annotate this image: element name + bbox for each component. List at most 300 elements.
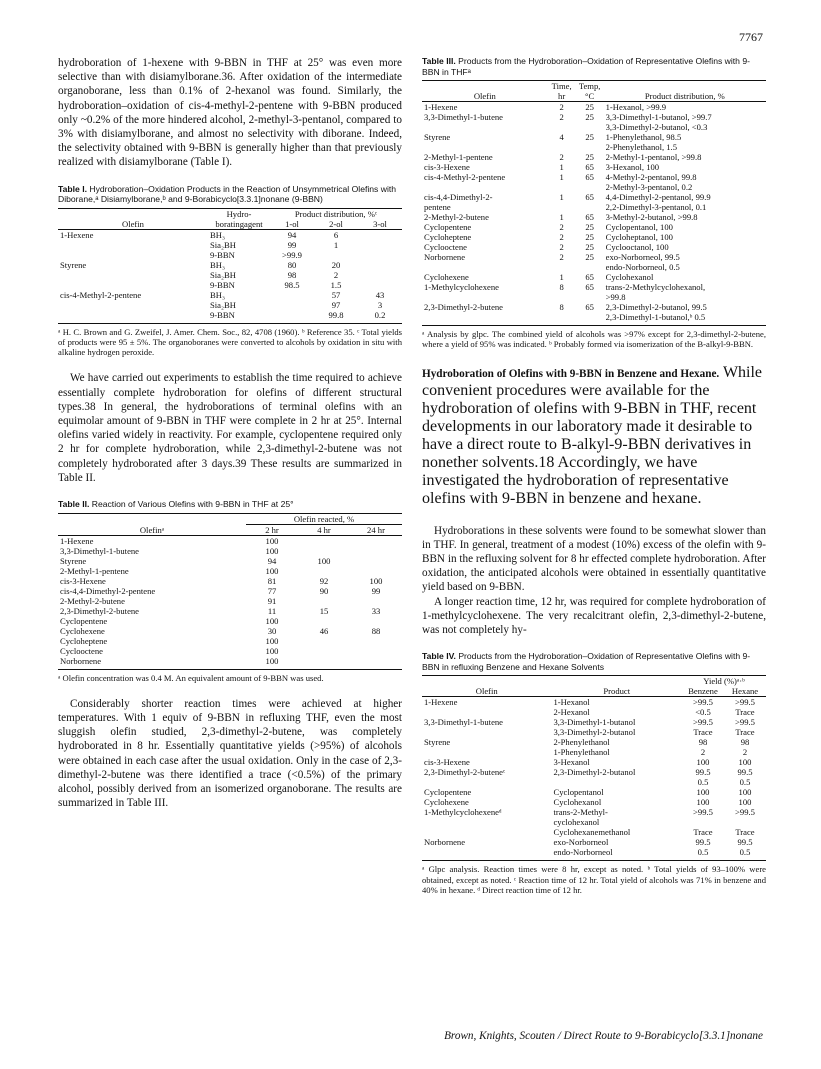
table-cell: <0.5 — [695, 707, 711, 718]
table-cell: Trace — [735, 727, 755, 738]
table-row — [58, 290, 402, 300]
table-cell: 100 — [265, 565, 279, 576]
table-cell — [551, 777, 682, 787]
table-cell: 1 — [559, 162, 564, 173]
running-footer: Brown, Knights, Scouten / Direct Route to 9-Borabicyclo[3.3.1]nonane — [444, 1030, 763, 1042]
table-cell: trans-2-Methylcyclohexanol, — [605, 282, 706, 293]
table-cell: 2-Phenylethanol, 1.5 — [605, 142, 677, 153]
table-cell — [298, 566, 350, 576]
table-cell: 99.5 — [737, 767, 753, 778]
table-row — [422, 312, 766, 326]
table-cell — [350, 656, 402, 670]
table-cell: endo-Norborneol, 0.5 — [605, 262, 680, 273]
table-cell: cis-4,4-Dimethyl-2- — [424, 192, 493, 203]
table-cell: 57 — [331, 289, 341, 300]
table-4-caption: Table IV. Products from the Hydroboration–Oxidation of Representative Olefins with 9-BBN in refluxing Benzene and Hexane Solvents — [422, 651, 751, 672]
table-cell: 90 — [319, 585, 329, 596]
table-cell: 65 — [585, 272, 594, 283]
table-cell: >99.5 — [735, 807, 755, 818]
table-row — [58, 535, 402, 546]
table-cell — [682, 817, 724, 827]
table-row — [422, 222, 766, 232]
table-cell: 3,3-Dimethyl-1-butanol, >99.7 — [605, 112, 712, 123]
table-row — [422, 202, 766, 212]
table-cell: 94 — [287, 229, 297, 240]
t1-head-olefin: Olefin — [122, 218, 144, 229]
table-cell — [422, 312, 548, 326]
table-cell: 0.5 — [697, 777, 709, 788]
table-3-caption: Table III. Products from the Hydroboration–Oxidation of Representative Olefins with 9-BBN in THFᵃ — [422, 56, 750, 77]
table-row — [58, 310, 402, 324]
table-cell: 25 — [585, 242, 594, 253]
table-cell: Styrene — [60, 555, 87, 566]
table-cell: Trace — [735, 707, 755, 718]
table-cell: exo-Norborneol — [553, 837, 609, 848]
table-cell: 25 — [585, 252, 594, 263]
table-4-footnote: ᵃ Glpc analysis. Reaction times were 8 hr, except as noted. ᵇ Total yields of 93–100% were obtained, except as noted. ᶜ Reaction time of 12 hr. Total yield of alcohols was 71% in benzene and 40% in hexane. ᵈ Direct reaction time of 12 hr. — [422, 864, 766, 895]
table-cell: 30 — [267, 625, 277, 636]
table-2-caption: Table II. Reaction of Various Olefins with 9-BBN in THF at 25° — [58, 499, 294, 510]
table-cell: 3,3-Dimethyl-1-butanol — [553, 717, 636, 728]
table-1-footnote: ᵃ H. C. Brown and G. Zweifel, J. Amer. Chem. Soc., 82, 4708 (1960). ᵇ Reference 35. ᶜ Total yields of products were 95 ± 5%. The organoboranes were converted to alcohols by oxidation in situ with alkaline hydrogen peroxide. — [58, 326, 402, 358]
table-cell — [350, 546, 402, 556]
table-cell: 2-Methyl-3-pentanol, 0.2 — [605, 182, 693, 193]
table-cell — [548, 122, 576, 132]
table-cell: 25 — [585, 222, 594, 233]
table-cell: 4-Methyl-2-pentanol, 99.8 — [605, 172, 697, 183]
table-row — [422, 162, 766, 172]
t3-head-time: Time, hr — [551, 81, 572, 102]
table-row — [422, 242, 766, 252]
table-cell: 4,4-Dimethyl-2-pentanol, 99.9 — [605, 192, 711, 203]
table-cell: 65 — [585, 212, 594, 223]
table-cell: 80 — [287, 259, 297, 270]
table-cell: 2 — [700, 747, 706, 758]
table-cell — [58, 280, 208, 290]
table-cell — [270, 310, 314, 324]
table-cell — [58, 240, 208, 250]
table-row — [422, 747, 766, 757]
table-cell: 65 — [585, 302, 594, 313]
table-cell: 2-Hexanol — [553, 707, 590, 718]
table-cell: 2-Methyl-1-pentanol, >99.8 — [605, 152, 702, 163]
table-cell — [422, 847, 551, 861]
table-cell: 99.5 — [737, 837, 753, 848]
table-row — [422, 717, 766, 727]
table-cell: Cyclohexanemethanol — [553, 827, 631, 838]
right-paragraph-2: Hydroborations in these solvents were found to be somewhat slower than in THF. In general, treatment of a modest (10%) excess of the olefin with 9-BBN in the refluxing solvent for 8 hr effected complete hydroboration. After oxidation, the anticipated alcohols were obtained in essentially quantitative yield based on 9-BBN. — [422, 524, 766, 594]
table-cell — [298, 636, 350, 646]
t4-head-benzene: Benzene — [688, 686, 718, 697]
table-4 — [422, 651, 766, 895]
table-cell: 98 — [740, 737, 750, 748]
table-cell: 6 — [333, 229, 339, 240]
table-row — [58, 656, 402, 670]
table-cell — [350, 636, 402, 646]
t3-head-temp: Temp, °C — [578, 81, 601, 102]
table-cell: 100 — [265, 635, 279, 646]
table-cell: 2-Phenylethanol — [553, 737, 610, 748]
table-cell: 1-Hexene — [424, 102, 458, 113]
table-cell — [298, 546, 350, 556]
table-cell: Norbornene — [60, 655, 102, 666]
table-cell: 2,3-Dimethyl-1-butanol,ᵇ 0.5 — [605, 312, 706, 323]
right-column: Table III. Products from the Hydroboration–Oxidation of Representative Olefins with 9-BBN in THFᵃ Olefin Time, hr Temp, °C Product distribution, % 1-Hexene 2 25 1-Hexanol, >99.9 3,3-Dimethyl-1-butene 2 25 3,3-Dimethyl-1-butanol, >99.7 3,3-Dimethyl-2-butanol, <0.3 Styrene 4 25 1-Phenylethanol, 98.5 2-Phenylethanol, 1.5 2-Methyl-1-pentene 2 25 2-Methyl-1-pentanol, >99.8 cis-3-Hexene 1 65 3-Hexanol, 100 cis-4-Methyl-2-pentene 1 65 4-Methyl-2-pentanol, 99.8 2-Methyl-3-pentanol, 0.2 cis-4,4-Dimethyl-2- 1 65 4,4-Dimethyl-2-pentanol, 99.9 pentene 2,2-Dimethyl-3-pentanol, 0.1 2-Methyl-2-butene 1 65 3-Methyl-2-butanol, >99.8 Cyclopentene 2 25 Cyclopentanol, 100 Cycloheptene 2 25 Cycloheptanol, 100 Cyclooctene 2 25 Cyclooctanol, 100 Norbornene 2 25 exo-Norborneol, 99.5 endo-Norborneol, 0.5 Cyclohexene 1 65 Cyclohexanol 1-Methylcyclohexene 8 65 trans-2-Methylcyclohexanol, >99.8 2,3-Dimethyl-2-butene 8 65 2,3-Dimethyl-2-butanol, 99.5 2,3-Dimethyl-1-butanol,ᵇ 0.5 ᵃ Analysis by glpc. The combined yield of alcohols was >97% except for 2,3-dimethyl-2-butene, where a yield of 95% was indicated. ᵇ Probably formed via isomerization of the B-alkyl-9-BBN. Hydroboration of Olefins with 9-BBN in Benzene and Hexane. While convenient procedures were available for the hydroboration of olefins with 9-BBN in THF, recent developments in our laboratory made it desirable to have a direct route to B-alkyl-9-BBN derivatives in nonether solvents.18 Accordingly, we have investigated the hydroboration of representative olefins with 9-BBN in benzene and hexane. Hydroborations in these solvents were found to be somewhat slower than in THF. In general, treatment of a modest (10%) excess of the olefin with 9-BBN in the refluxing solvent for 8 hr effected complete hydroboration. After oxidation, the anticipated alcohols were obtained in essentially quantitative yield based on 9-BBN. A longer reaction time, 12 hr, was required for complete hydroboration of 1-methylcyclohexene. The very recalcitrant olefin, 2,3-dimethyl-2-butene, was not completely hy- Table IV. Products from the Hydroboration–Oxidation of Representative Olefins with 9-BBN in refluxing Benzene and Hexane Solvents Olefin Product Yield (%)ᵃ·ᵇ Benzene Hexane 1-Hexene 1-Hexanol >99.5 >99.5 2-Hexanol <0.5 Trace 3,3-Dimethyl-1-butene 3,3-Dimethyl-1-butanol >99.5 >99.5 3,3-Dimethyl-2-butanol Trace Trace Styrene 2-Phenylethanol 98 98 1-Phenylethanol 2 2 cis-3-Hexene 3-Hexanol 100 100 2,3-Dimethyl-2-buteneᶜ 2,3-Dimethyl-2-butanol 99.5 99.5 0.5 0.5 Cyclopentene Cyclopentanol 100 100 Cyclohexene Cyclohexanol 100 100 1-Methylcyclohexeneᵈ trans-2-Methyl- >99.5 >99.5 cyclohexanol Cyclohexanemethanol Trace Trace Norbornene exo-Norborneol 99.5 99.5 endo-Norborneol 0.5 0.5 ᵃ Glpc analysis. Reaction times were 8 hr, except as noted. ᵇ Total yields of 93–100% were obtained, except as noted. ᶜ Reaction time of 12 hr. Total yield of alcohols was 71% in benzene and 40% in hexane. ᵈ Direct reaction time of 12 hr. — [422, 56, 766, 895]
table-cell: 1-Hexene — [424, 697, 458, 708]
table-row — [58, 646, 402, 656]
table-cell: 9-BBN — [210, 279, 235, 290]
t4-head-olefin: Olefin — [475, 686, 498, 697]
table-cell — [58, 310, 208, 324]
table-cell: 1-Phenylethanol — [553, 747, 610, 758]
table-cell: 2,3-Dimethyl-2-butene — [424, 302, 503, 313]
table-cell — [422, 777, 551, 787]
table-cell: Cyclooctene — [424, 242, 467, 253]
table-cell: >99.5 — [693, 717, 713, 728]
table-cell: 3 — [377, 299, 383, 310]
table-cell — [548, 182, 576, 192]
table-cell: 2 — [559, 102, 564, 113]
table-cell: cis-3-Hexene — [424, 162, 470, 173]
table-cell: BH₃ — [210, 229, 225, 240]
table-cell — [422, 292, 548, 302]
table-cell: 1-Hexene — [60, 229, 94, 240]
table-cell — [576, 292, 604, 302]
table-cell: 25 — [585, 152, 594, 163]
table-row — [422, 112, 766, 122]
table-cell: 25 — [585, 112, 594, 123]
table-row — [422, 757, 766, 767]
t4-head-hexane: Hexane — [731, 686, 759, 697]
table-row — [422, 787, 766, 797]
t2-head-2hr: 2 hr — [265, 524, 279, 535]
table-cell: 99.5 — [695, 767, 711, 778]
table-cell — [422, 122, 548, 132]
table-cell — [548, 262, 576, 272]
table-cell: 94 — [267, 555, 277, 566]
table-cell — [350, 616, 402, 626]
table-cell — [350, 596, 402, 606]
table-row — [422, 232, 766, 242]
right-paragraph-3: A longer reaction time, 12 hr, was required for complete hydroboration of 1-methylcyclohexene. The very recalcitrant olefin, 2,3-dimethyl-2-butene, was not completely hy- — [422, 595, 766, 637]
table-cell: 0.5 — [697, 847, 709, 858]
table-row — [422, 827, 766, 837]
table-row — [422, 737, 766, 747]
table-cell: cis-4-Methyl-2-pentene — [60, 289, 142, 300]
table-cell: Cyclopentene — [60, 615, 108, 626]
table-cell: Cyclohexene — [60, 625, 105, 636]
table-cell — [576, 142, 604, 152]
t4-head-product: Product — [603, 686, 631, 697]
table-cell — [548, 292, 576, 302]
table-row — [422, 192, 766, 202]
table-cell: 65 — [585, 172, 594, 183]
t4-head-yield: Yield (%)ᵃ·ᵇ — [703, 676, 745, 687]
table-cell: 99.5 — [695, 837, 711, 848]
table-cell: Cyclopentanol, 100 — [605, 222, 673, 233]
table-row — [422, 707, 766, 717]
table-cell: 1 — [559, 272, 564, 283]
table-cell: 3,3-Dimethyl-1-butene — [424, 112, 503, 123]
table-cell: Styrene — [60, 259, 87, 270]
table-cell — [314, 250, 358, 260]
t3-head-dist: Product distribution, % — [644, 91, 725, 102]
table-row — [58, 586, 402, 596]
table-cell: BH₃ — [210, 289, 225, 300]
table-cell: 100 — [265, 545, 279, 556]
table-row — [422, 302, 766, 312]
table-cell — [422, 142, 548, 152]
table-cell: 65 — [585, 192, 594, 203]
t1-head-2ol: 2-ol — [329, 218, 343, 229]
table-cell — [350, 556, 402, 566]
table-cell — [724, 817, 766, 827]
table-row — [422, 152, 766, 162]
table-cell: Cycloheptanol, 100 — [605, 232, 673, 243]
table-row — [58, 556, 402, 566]
table-cell: 3,3-Dimethyl-2-butanol, <0.3 — [605, 122, 708, 133]
table-cell: 3,3-Dimethyl-2-butanol — [553, 727, 636, 738]
left-paragraph-3: Considerably shorter reaction times were achieved at higher temperatures. With 1 equiv of 9-BBN in refluxing THF, even the most sluggish olefin studied, 2,3-dimethyl-2-butene, was completely hydroborated in 8 hr. Essentially quantitative yields (>95%) of alcohols were obtained in each case after the usual oxidation. Only in the case of 2,3-dimethyl-2-butene was there identified a trace (<0.5%) of the primary alcohol, possibly derived from an isomerized organoborane. The results are summarized in Table III. — [58, 697, 402, 810]
table-cell: 2 — [559, 242, 564, 253]
table-cell: 8 — [559, 302, 564, 313]
table-3-footnote: ᵃ Analysis by glpc. The combined yield of alcohols was >97% except for 2,3-dimethyl-2-butene, where a yield of 95% was indicated. ᵇ Probably formed via isomerization of the B-alkyl-9-BBN. — [422, 329, 766, 350]
table-cell: trans-2-Methyl- — [553, 807, 608, 818]
table-cell: Norbornene — [424, 252, 466, 263]
table-cell: 100 — [265, 615, 279, 626]
table-cell: 1.5 — [330, 279, 342, 290]
table-cell: >99.5 — [693, 807, 713, 818]
table-cell: 20 — [331, 259, 341, 270]
table-cell: >99.9 — [282, 249, 302, 260]
table-cell — [422, 727, 551, 737]
table-cell: endo-Norborneol — [553, 847, 613, 858]
table-row — [58, 576, 402, 586]
table-row — [58, 606, 402, 616]
table-cell: 100 — [696, 787, 710, 798]
table-cell: pentene — [424, 202, 451, 213]
table-cell: >99.8 — [605, 292, 626, 303]
table-cell: 3,3-Dimethyl-1-butene — [60, 545, 139, 556]
table-cell: exo-Norborneol, 99.5 — [605, 252, 680, 263]
table-cell: 3-Methyl-2-butanol, >99.8 — [605, 212, 698, 223]
table-row — [422, 122, 766, 132]
table-1-caption: Table I. Hydroboration–Oxidation Products in the Reaction of Unsymmetrical Olefins with Diborane,ᵃ Disiamylborane,ᵇ and 9-Borabicyclo[3.3.1]nonane (9-BBN) — [58, 183, 397, 205]
table-cell: 99.8 — [328, 309, 344, 320]
table-cell: >99.5 — [735, 697, 755, 708]
table-cell: cis-4,4-Dimethyl-2-pentene — [60, 585, 156, 596]
table-cell: 2,3-Dimethyl-2-butanol, 99.5 — [605, 302, 707, 313]
table-cell — [298, 535, 350, 546]
table-cell: 100 — [369, 575, 383, 586]
table-cell: 1 — [559, 192, 564, 203]
table-cell — [58, 300, 208, 310]
table-row — [58, 626, 402, 636]
table-cell: 1-Methylcyclohexene — [424, 282, 499, 293]
table-cell — [548, 312, 576, 326]
table-cell: 92 — [319, 575, 329, 586]
table-cell: 100 — [265, 645, 279, 656]
table-cell: 2,3-Dimethyl-2-butanol — [553, 767, 636, 778]
table-cell: Cyclohexanol — [553, 797, 602, 808]
table-cell: Cycloheptene — [60, 635, 108, 646]
left-paragraph-1: hydroboration of 1-hexene with 9-BBN in THF at 25° was even more selective than with disiamylborane.36. After oxidation of the intermediate organoborane, less than 0.1% of 2-hexanol was found. Similarly, the hydroboration–oxidation of cis-4-methyl-2-pentene with 9-BBN produced only ~0.2% of the more hindered alcohol, 2-methyl-3-pentanol, compared to 3% with disiamylborane, and almost no selectivity with diborane. Indeed, the selectivity obtained with 9-BBN is generally higher than that previously realized with disiamylborane (Table I). — [58, 57, 402, 169]
table-cell: cis-3-Hexene — [424, 757, 470, 768]
table-cell: 2,2-Dimethyl-3-pentanol, 0.1 — [605, 202, 707, 213]
table-row — [58, 566, 402, 576]
table-cell — [422, 817, 551, 827]
table-row — [58, 546, 402, 556]
table-cell — [422, 827, 551, 837]
table-cell — [358, 240, 402, 250]
table-row — [422, 272, 766, 282]
table-cell: 100 — [265, 535, 279, 546]
table-cell — [576, 202, 604, 212]
table-row — [422, 817, 766, 827]
table-row — [422, 252, 766, 262]
table-row — [58, 280, 402, 290]
table-cell: 81 — [267, 575, 277, 586]
table-row — [422, 182, 766, 192]
table-row — [58, 596, 402, 606]
table-cell: 3-Hexanol — [553, 757, 590, 768]
table-2 — [58, 499, 402, 683]
table-cell: 33 — [371, 605, 381, 616]
t3-head-olefin: Olefin — [473, 91, 496, 102]
table-cell — [576, 262, 604, 272]
table-cell: 2 — [559, 152, 564, 163]
table-cell — [350, 566, 402, 576]
table-cell: 97 — [331, 299, 341, 310]
table-cell: 2-Methyl-1-pentene — [424, 152, 493, 163]
table-cell: 100 — [317, 555, 331, 566]
table-cell: 1 — [559, 212, 564, 223]
table-cell: 8 — [559, 282, 564, 293]
table-cell — [270, 300, 314, 310]
table-cell: 1-Phenylethanol, 98.5 — [605, 132, 682, 143]
table-1 — [58, 184, 402, 358]
table-cell: 9-BBN — [210, 249, 235, 260]
table-row — [58, 270, 402, 280]
section-title: Hydroboration of Olefins with 9-BBN in Benzene and Hexane. — [422, 367, 720, 380]
table-row — [422, 777, 766, 787]
table-cell: Trace — [693, 827, 713, 838]
table-cell: cyclohexanol — [553, 817, 600, 828]
table-cell: 99 — [287, 239, 297, 250]
table-row — [422, 142, 766, 152]
table-cell — [298, 646, 350, 656]
table-cell — [422, 747, 551, 757]
t2-head-4hr: 4 hr — [317, 524, 331, 535]
table-cell: >99.5 — [735, 717, 755, 728]
table-cell — [548, 202, 576, 212]
table-cell: Cyclooctanol, 100 — [605, 242, 669, 253]
table-row — [422, 767, 766, 777]
table-cell: 100 — [738, 797, 752, 808]
table-cell: 99 — [371, 585, 381, 596]
table-cell: Sia₂BH — [210, 239, 236, 250]
table-row — [422, 172, 766, 182]
table-cell: 2 — [559, 112, 564, 123]
table-row — [58, 229, 402, 240]
table-cell: Cyclohexene — [424, 272, 469, 283]
t1-head-3ol: 3-ol — [373, 218, 387, 229]
table-cell: 15 — [319, 605, 329, 616]
page-number: 7767 — [739, 30, 763, 44]
table-cell: 88 — [371, 625, 381, 636]
t2-head-24hr: 24 hr — [367, 524, 385, 535]
table-cell: Cyclopentanol — [553, 787, 604, 798]
table-cell: 2,3-Dimethyl-2-buteneᶜ — [424, 767, 506, 778]
t2-head-group: Olefin reacted, % — [246, 513, 402, 524]
table-cell: BH₃ — [210, 259, 225, 270]
table-row — [58, 260, 402, 270]
table-cell — [548, 142, 576, 152]
table-row — [422, 847, 766, 861]
table-row — [58, 240, 402, 250]
table-cell: 9-BBN — [210, 309, 235, 320]
table-cell — [350, 535, 402, 546]
table-cell: 1-Hexene — [60, 535, 94, 546]
table-row — [58, 636, 402, 646]
table-cell — [298, 616, 350, 626]
table-cell: 100 — [738, 787, 752, 798]
table-cell: 100 — [696, 757, 710, 768]
table-cell: Cyclopentene — [424, 787, 472, 798]
table-row — [422, 262, 766, 272]
table-row — [422, 727, 766, 737]
table-cell — [422, 182, 548, 192]
table-cell: Styrene — [424, 132, 451, 143]
table-cell: cis-3-Hexene — [60, 575, 106, 586]
table-cell — [358, 280, 402, 290]
table-cell: Styrene — [424, 737, 451, 748]
table-cell: 1-Hexanol, >99.9 — [605, 102, 667, 113]
table-cell: Cyclopentene — [424, 222, 472, 233]
table-cell: 98 — [698, 737, 708, 748]
table-cell — [358, 270, 402, 280]
table-cell: 46 — [319, 625, 329, 636]
table-cell: Cycloheptene — [424, 232, 472, 243]
table-cell: 100 — [738, 757, 752, 768]
table-row — [422, 837, 766, 847]
table-cell: 25 — [585, 102, 594, 113]
table-cell — [576, 312, 604, 326]
table-cell — [422, 707, 551, 717]
table-cell: 2 — [559, 232, 564, 243]
table-cell: 1 — [333, 239, 339, 250]
table-row — [422, 807, 766, 817]
table-cell: 0.5 — [739, 847, 751, 858]
t1-head-agent: Hydro- boratingagent — [215, 208, 263, 229]
table-cell: Cyclohexanol — [605, 272, 654, 283]
table-cell: 2-Methyl-1-pentene — [60, 565, 129, 576]
table-cell — [576, 182, 604, 192]
table-cell — [576, 122, 604, 132]
table-cell: 65 — [585, 162, 594, 173]
table-cell: Norbornene — [424, 837, 466, 848]
t1-head-dist: Product distribution, %ᶜ — [294, 208, 378, 219]
table-cell: Cyclooctene — [60, 645, 103, 656]
table-cell: Trace — [693, 727, 713, 738]
table-cell — [270, 290, 314, 300]
table-row — [422, 282, 766, 292]
t2-head-olefin: Olefinᵃ — [139, 524, 165, 535]
table-row — [422, 212, 766, 222]
table-cell — [350, 646, 402, 656]
table-cell: 2-Methyl-2-butene — [60, 595, 125, 606]
table-cell: 2 — [333, 269, 339, 280]
